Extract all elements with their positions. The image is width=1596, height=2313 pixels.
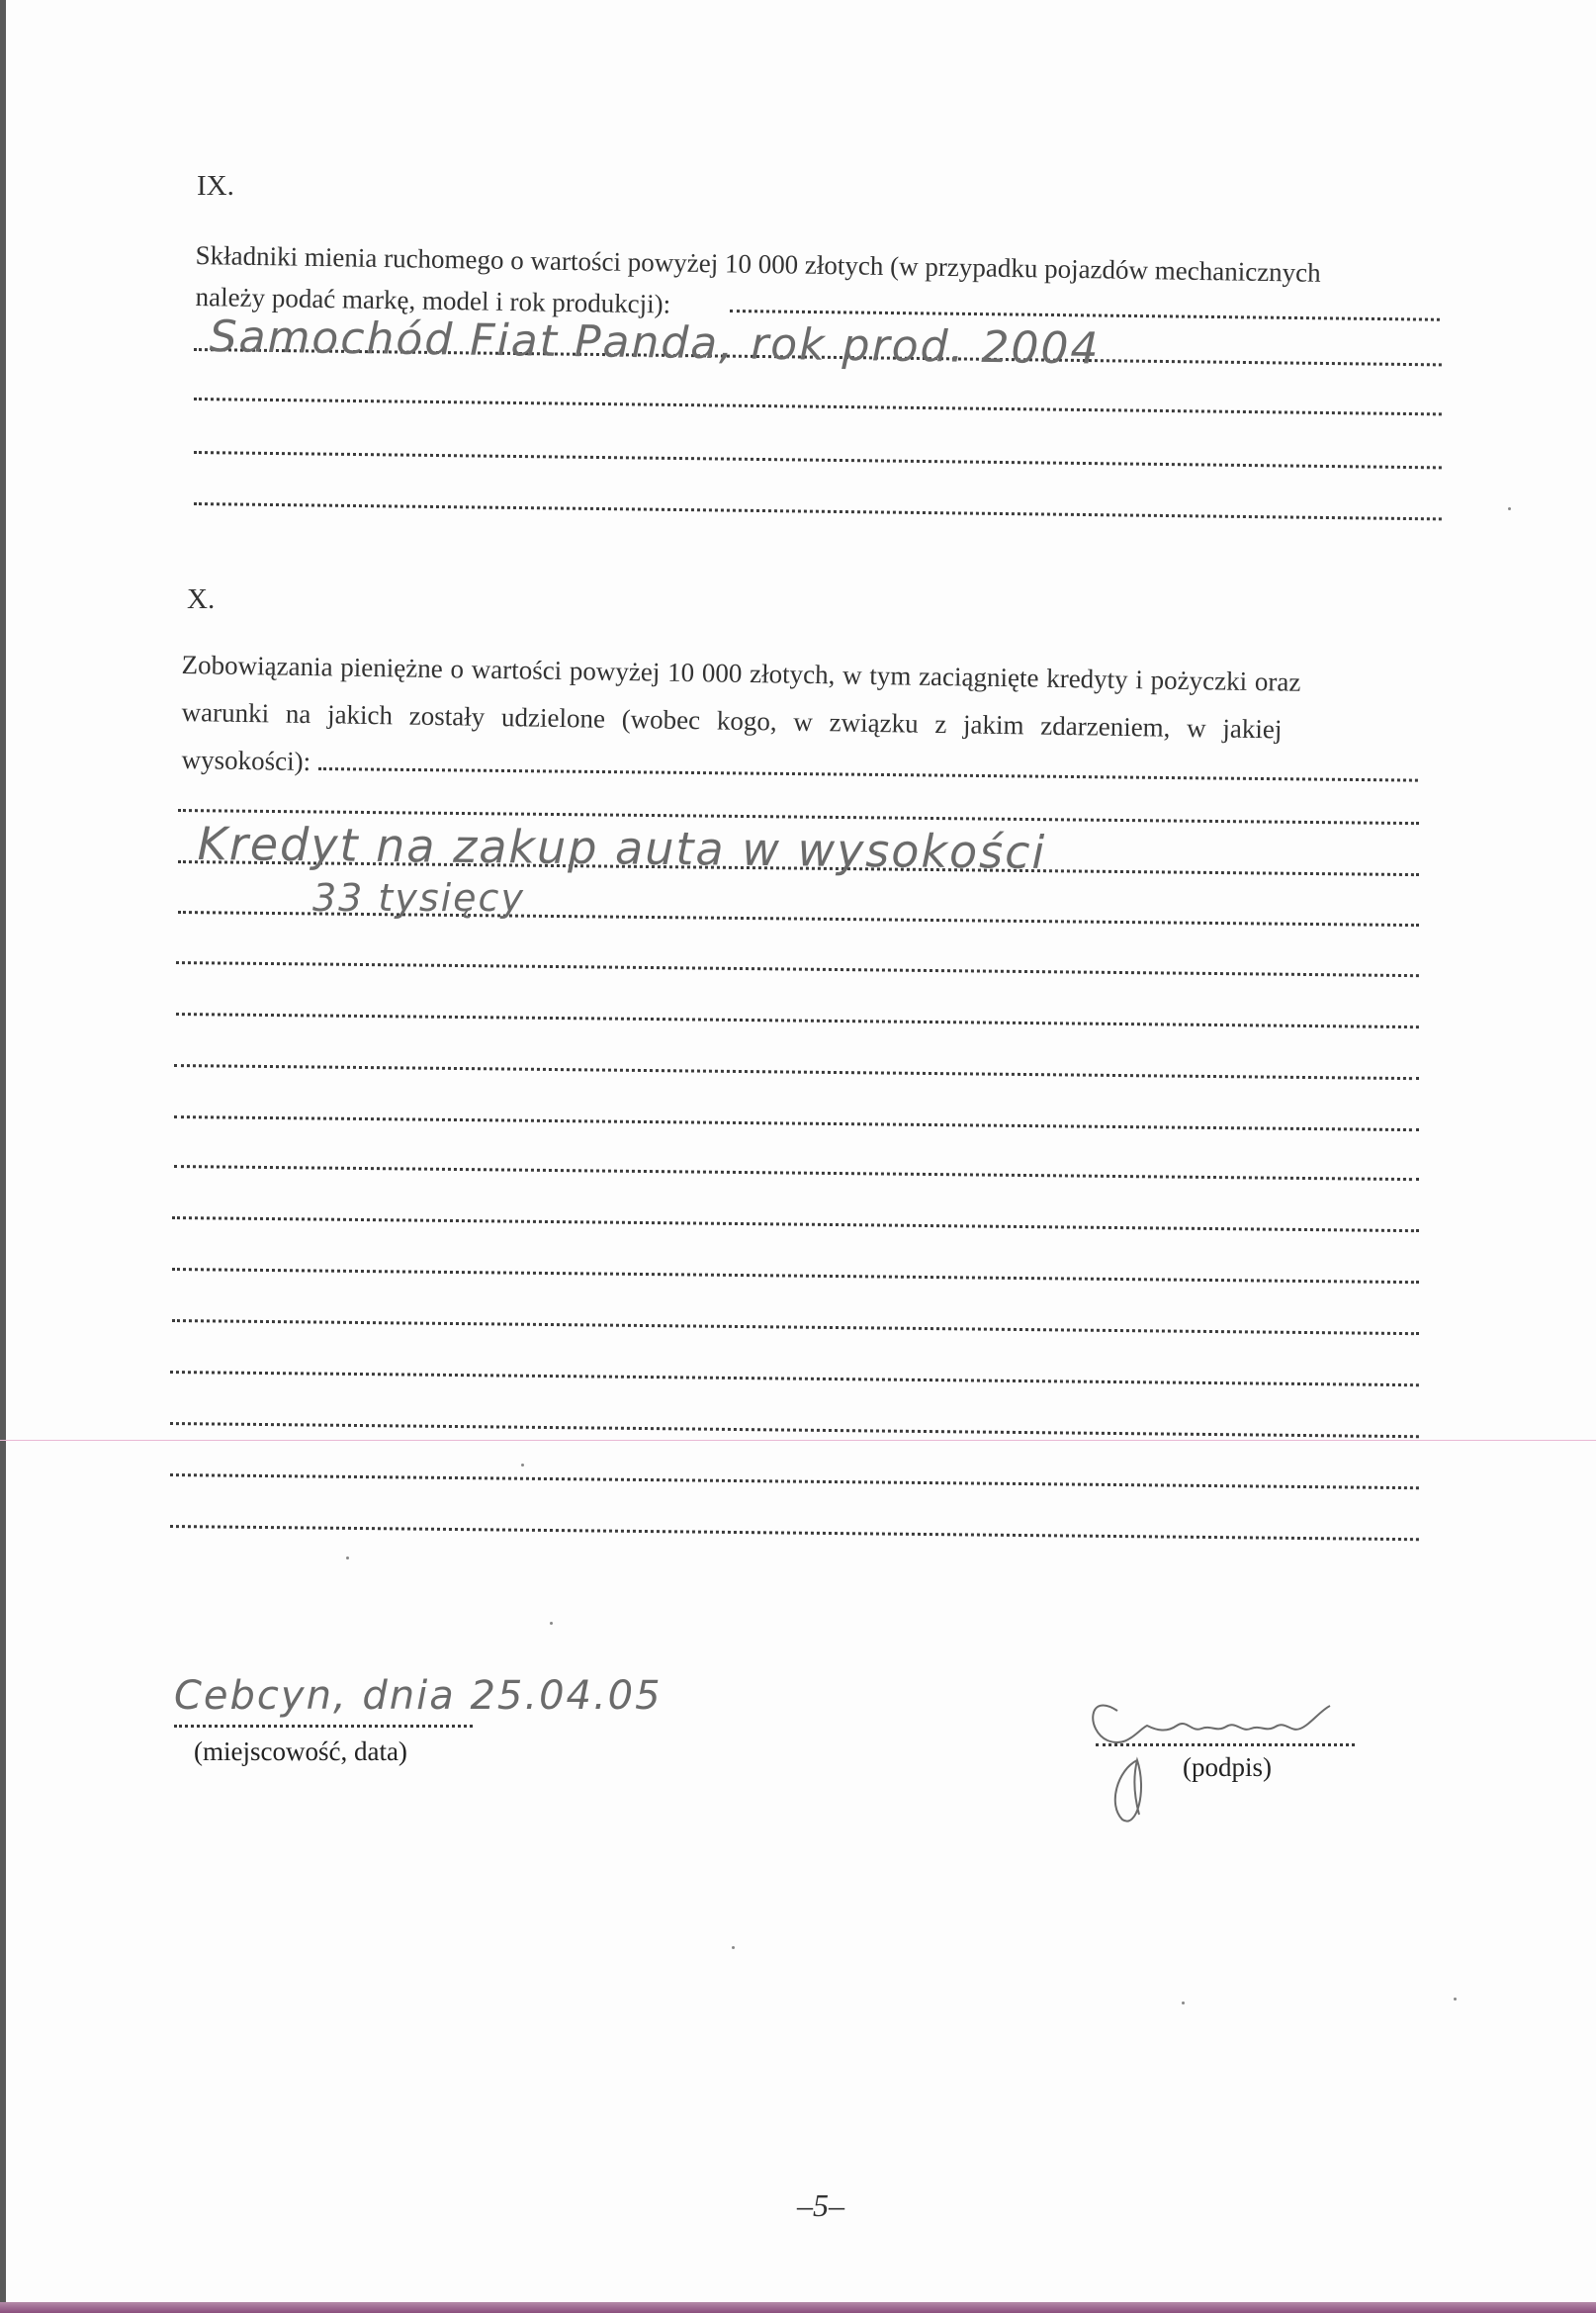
section-x-answer-line-7 — [174, 1064, 1419, 1080]
section-x-answer-line-10 — [172, 1216, 1419, 1232]
section-x-handwritten-line2: 33 tysięcy — [312, 876, 525, 920]
section-ix-answer-line-5 — [194, 502, 1442, 520]
place-date-line — [174, 1725, 473, 1728]
section-x-answer-line-12 — [172, 1319, 1419, 1335]
section-x-text-line3: wysokości): — [181, 744, 311, 777]
section-x-answer-line-1 — [318, 767, 1418, 782]
section-x-handwritten-line1: Kredyt na zakup auta w wysokości — [197, 817, 1047, 879]
scan-speck — [521, 1464, 524, 1467]
section-x-answer-line-11 — [172, 1268, 1419, 1284]
section-ix-text-line2: należy podać markę, model i rok produkcji): — [195, 281, 671, 319]
section-x-answer-line-16 — [170, 1525, 1419, 1541]
section-x-answer-line-6 — [176, 1013, 1419, 1028]
place-date-handwritten: Cebcyn, dnia 25.04.05 — [174, 1673, 663, 1719]
section-ix-number: IX. — [197, 170, 234, 202]
section-ix-answer-line-4 — [194, 451, 1442, 469]
scan-speck — [550, 1622, 553, 1625]
scan-artifact-line — [0, 1440, 1596, 1441]
section-x-answer-line-5 — [176, 961, 1419, 977]
signature-line — [1096, 1743, 1355, 1746]
signature-caption: (podpis) — [1183, 1752, 1272, 1782]
scan-speck — [1454, 1998, 1457, 2001]
section-x-answer-line-15 — [170, 1473, 1419, 1489]
section-x-text-line2: warunki na jakich zostały udzielone (wobec kogo, w związku z jakim zdarzeniem, w jakiej — [181, 696, 1283, 745]
section-x-answer-line-9 — [174, 1165, 1419, 1181]
scan-speck — [732, 1946, 735, 1949]
scan-left-edge — [0, 0, 6, 2313]
page-number: –5– — [797, 2187, 844, 2223]
section-x-number: X. — [187, 583, 216, 615]
section-ix-handwritten-answer: Samochód Fiat Panda, rok prod. 2004 — [209, 311, 1101, 375]
section-x-answer-line-8 — [174, 1115, 1419, 1131]
scan-speck — [346, 1557, 349, 1559]
section-ix-answer-line-3 — [194, 398, 1442, 415]
section-x-answer-line-13 — [170, 1371, 1419, 1386]
place-date-caption: (miejscowość, data) — [194, 1736, 407, 1766]
scan-bottom-edge — [0, 2302, 1596, 2313]
section-x-text-line1: Zobowiązania pieniężne o wartości powyżej 10 000 złotych, w tym zaciągnięte kredyty i pożyczki oraz — [181, 649, 1301, 697]
section-ix-text-line1: Składniki mienia ruchomego o wartości powyżej 10 000 złotych (w przypadku pojazdów mechanicznych — [195, 239, 1321, 288]
scan-speck — [1508, 507, 1511, 510]
scan-speck — [1182, 2002, 1185, 2004]
section-x-answer-line-14 — [170, 1422, 1419, 1438]
handwritten-signature — [1078, 1671, 1365, 1829]
